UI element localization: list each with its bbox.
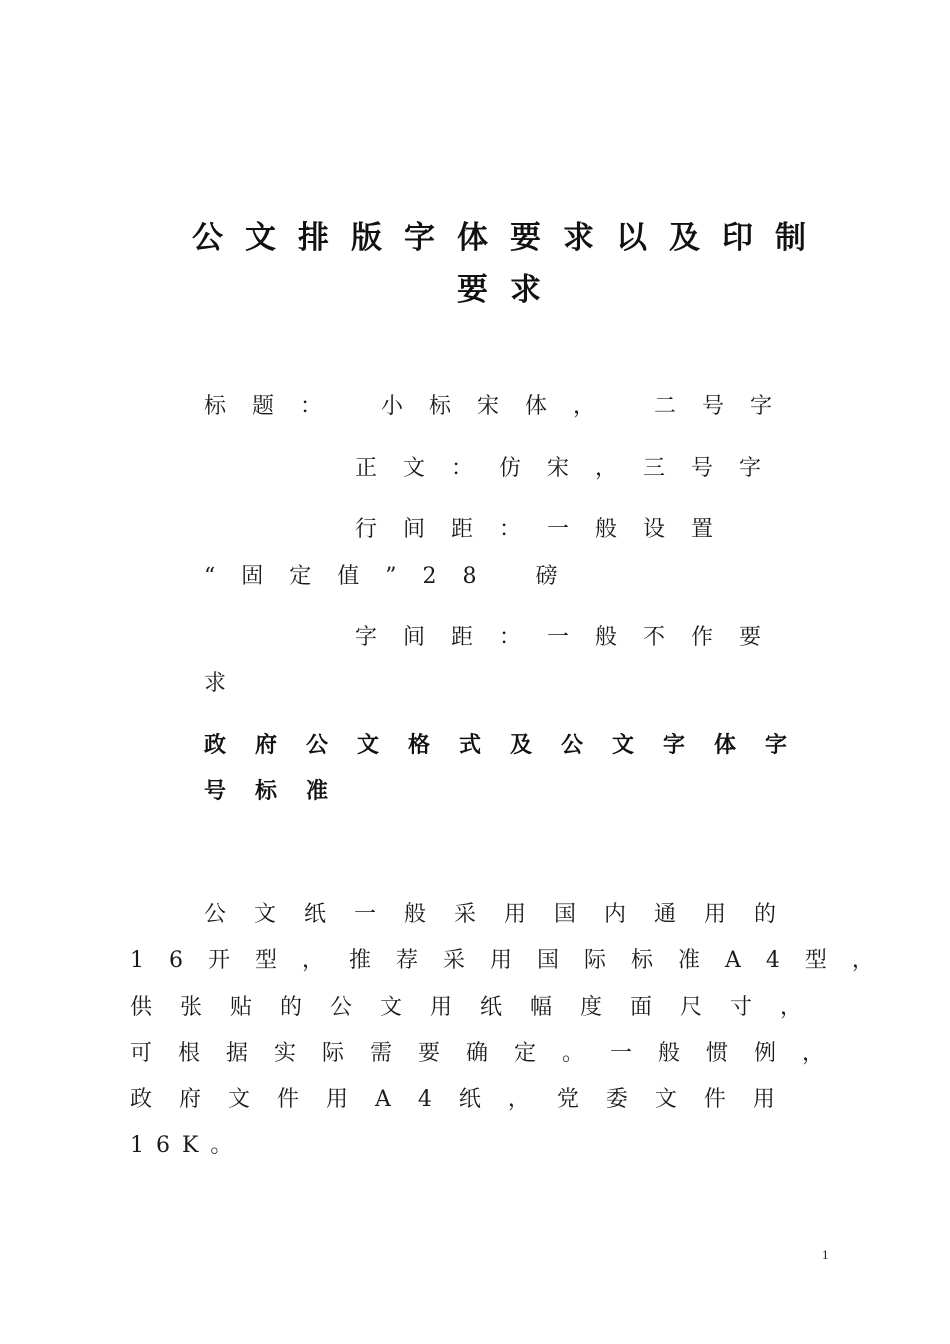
paragraph-line-5: 政府文件用A4纸，党委文件用 (130, 1087, 802, 1112)
spec-line-spacing-line-2: “固定值”28 磅 (204, 564, 584, 589)
paragraph-line-3: 供张贴的公文用纸幅度面尺寸， (130, 995, 831, 1020)
page-number: 1 (822, 1247, 829, 1262)
spec-title-line: 标题： 小标宋体， 二号字 (204, 394, 798, 419)
section-heading-line-1: 政府公文格式及公文字体字 (204, 733, 817, 758)
paragraph-line-4: 可根据实际需要确定。一般惯例， (130, 1041, 851, 1066)
spec-body-line: 正文：仿宋，三号字 (355, 456, 788, 481)
paragraph-line-6: 16K。 (130, 1133, 245, 1158)
spec-char-spacing-line-1: 字间距：一般不作要 (355, 625, 788, 650)
section-heading-line-2: 号标准 (204, 779, 358, 804)
title-line-1: 公文排版字体要求以及印制 (192, 220, 828, 256)
spec-char-spacing-line-2: 求 (204, 671, 253, 696)
document-title (150, 212, 870, 316)
paragraph-line-1: 公文纸一般采用国内通用的 (204, 902, 805, 927)
title-line-2: 要求 (457, 272, 563, 308)
paragraph-line-2: 16开型，推荐采用国际标准A4型， (130, 948, 899, 973)
spec-line-spacing-line-1: 行间距：一般设置 (355, 517, 740, 542)
